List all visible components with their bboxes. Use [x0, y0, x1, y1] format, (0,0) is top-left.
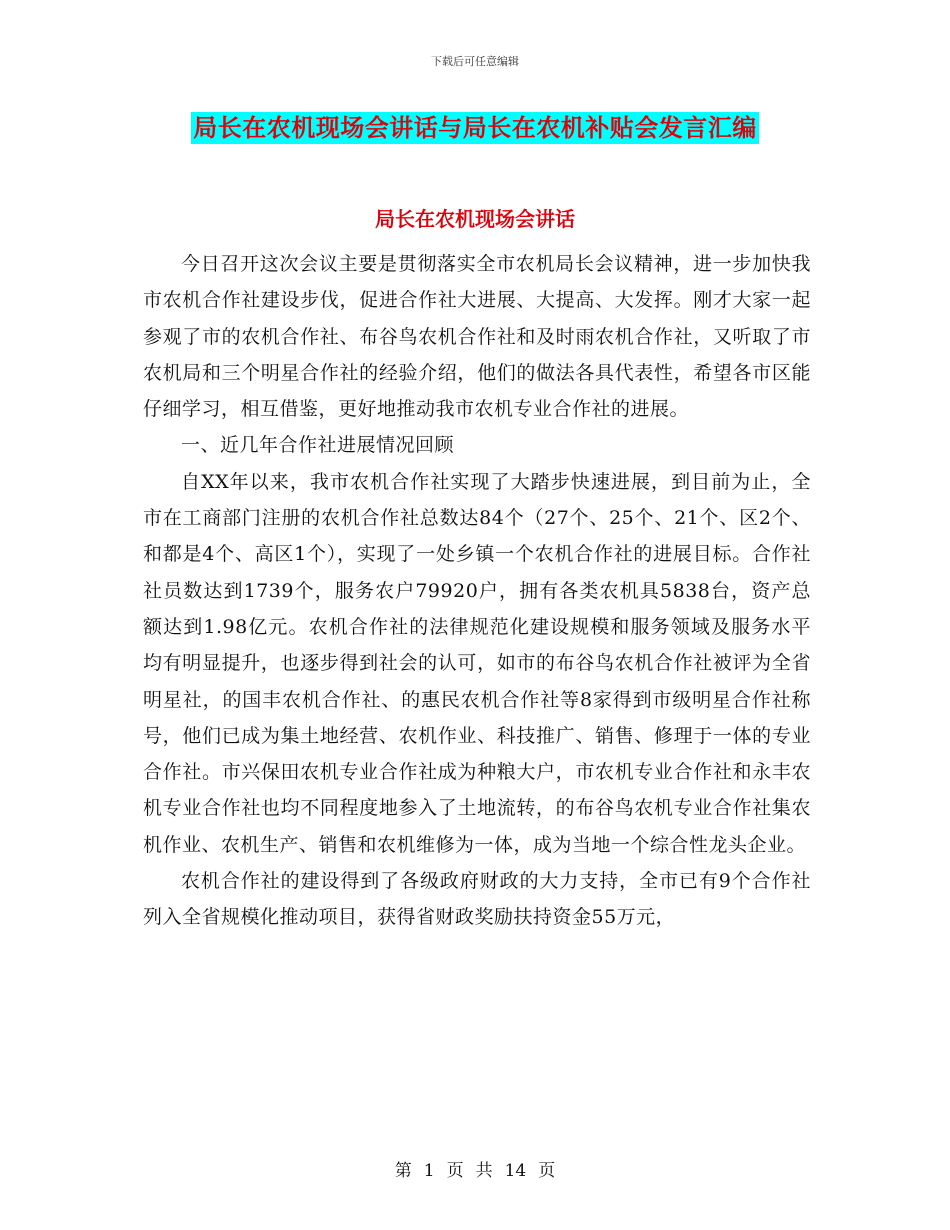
page-total: 14 — [504, 1161, 527, 1181]
footer-suffix: 页 — [538, 1161, 556, 1181]
paragraph: 今日召开这次会议主要是贯彻落实全市农机局长会议精神，进一步加快我市农机合作社建设步伐，促进合作社大进展、大提高、大发挥。刚才大家一起参观了市的农机合作社、布谷鸟农机合作社和及时雨农机合作社，又听取了市农机局和三个明星合作社的经验介绍，他们的做法各具代表性，希望各市区能仔细学习，相互借鉴，更好地推动我市农机专业合作社的进展。 — [143, 253, 811, 421]
paragraph: 自XX年以来，我市农机合作社实现了大踏步快速进展，到目前为止，全市在工商部门注册的农机合作社总数达84个（27个、25个、21个、区2个、和都是4个、高区1个），实现了一处乡镇一个农机合作社的进展目标。合作社社员数达到1739个，服务农户79920户，拥有各类农机具5838台，资产总额达到1.98亿元。农机合作社的法律规范化建设规模和服务领域及服务水平均有明显提升，也逐步得到社会的认可，如市的布谷鸟农机合作社被评为全省明星社，的国丰农机合作社、的惠民农机合作社等8家得到市级明星合作社称号，他们已成为集土地经营、农机作业、科技推广、销售、修理于一体的专业合作社。市兴保田农机专业合作社成为种粮大户，市农机专业合作社和永丰农机专业合作社也均不同程度地参入了土地流转，的布谷鸟农机专业合作社集农机作业、农机生产、销售和农机维修为一体，成为当地一个综合性龙头企业。 — [143, 470, 811, 856]
body-text — [143, 246, 811, 936]
paragraph: 农机合作社的建设得到了各级政府财政的大力支持，全市已有9个合作社列入全省规模化推动项目，获得省财政奖励扶持资金55万元， — [143, 870, 811, 929]
page-footer — [0, 1156, 950, 1181]
footer-total-prefix: 共 — [475, 1161, 493, 1181]
paragraph-heading: 一、近几年合作社进展情况回顾 — [181, 434, 455, 457]
header-note: 下载后可任意编辑 — [431, 55, 519, 68]
main-title: 局长在农机现场会讲话与局长在农机补贴会发言汇编 — [193, 114, 757, 142]
section-title: 局长在农机现场会讲话 — [375, 207, 575, 231]
footer-prefix: 第 — [394, 1161, 412, 1181]
page-number: 1 — [423, 1161, 435, 1181]
footer-middle: 页 — [446, 1161, 464, 1181]
main-title-container — [0, 112, 950, 144]
